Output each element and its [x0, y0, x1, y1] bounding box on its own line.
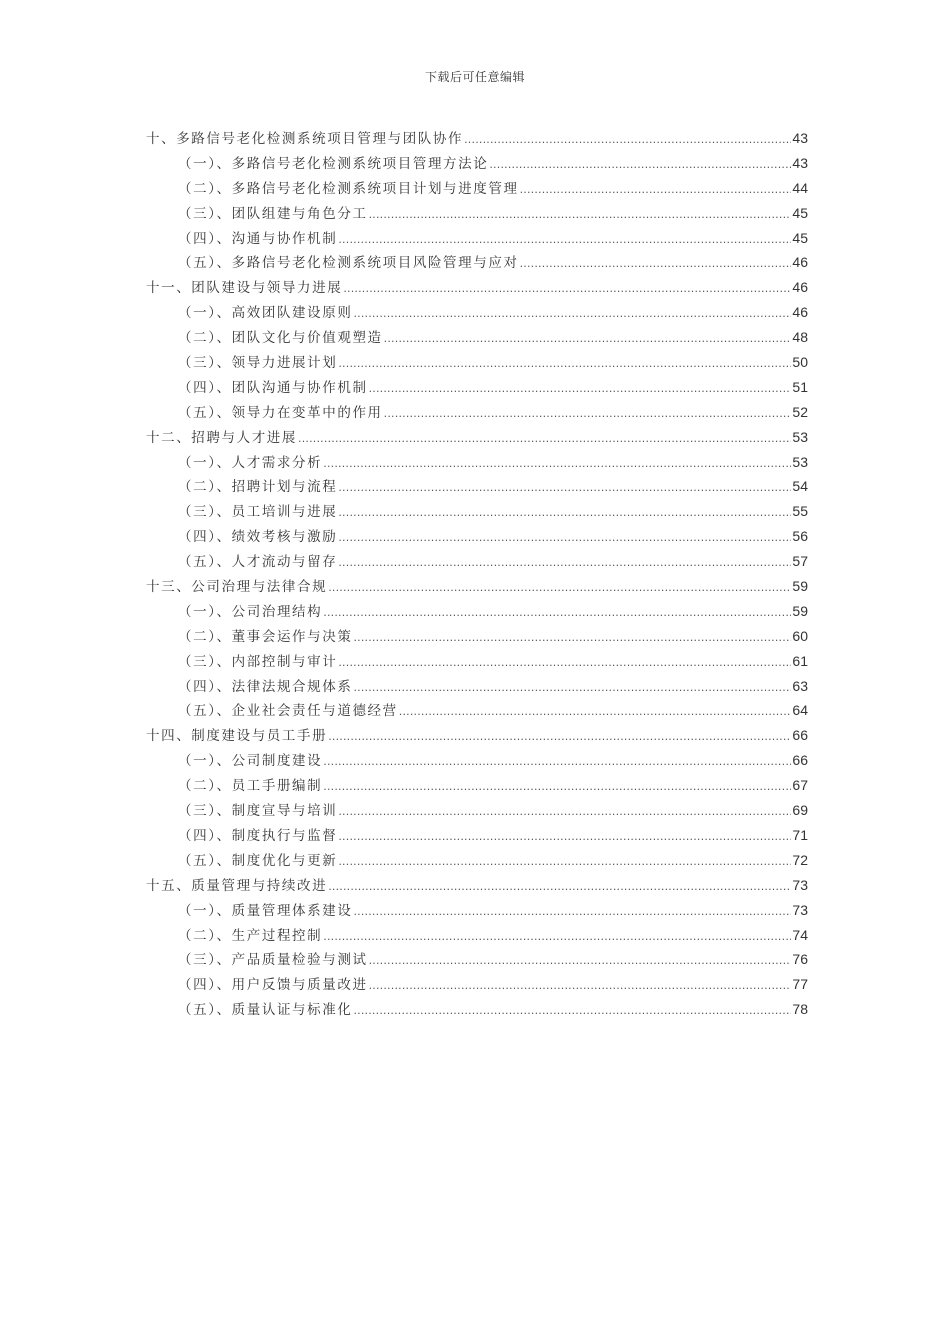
toc-section-entry[interactable] [146, 375, 808, 400]
toc-section-entry[interactable] [146, 947, 808, 972]
toc-dot-leader [338, 551, 791, 576]
toc-dot-leader [323, 775, 791, 800]
toc-entry-title: （五）、企业社会责任与道德经营 [178, 703, 398, 720]
toc-chapter-entry[interactable] [146, 425, 808, 450]
toc-entry-title: （二）、董事会运作与决策 [178, 628, 353, 645]
toc-dot-leader [338, 800, 791, 825]
toc-entry-title: （三）、领导力进展计划 [178, 355, 338, 372]
toc-entry-title: （二）、团队文化与价值观塑造 [178, 330, 383, 347]
toc-section-entry[interactable] [146, 624, 808, 649]
toc-dot-leader [369, 974, 792, 999]
toc-entry-title: （二）、招聘计划与流程 [178, 479, 338, 496]
toc-section-entry[interactable] [146, 201, 808, 226]
toc-page-number: 64 [792, 702, 808, 719]
toc-dot-leader [353, 626, 791, 651]
toc-page-number: 52 [792, 403, 808, 420]
toc-dot-leader [338, 526, 791, 551]
toc-section-entry[interactable] [146, 450, 808, 475]
toc-page-number: 55 [792, 503, 808, 520]
toc-entry-title: 十四、制度建设与员工手册 [146, 728, 328, 745]
toc-section-entry[interactable] [146, 674, 808, 699]
toc-page-number: 43 [792, 154, 808, 171]
toc-section-entry[interactable] [146, 400, 808, 425]
toc-page-number: 44 [792, 179, 808, 196]
toc-dot-leader [338, 501, 791, 526]
toc-dot-leader [520, 252, 792, 277]
toc-dot-leader [323, 452, 791, 477]
toc-page-number: 66 [792, 752, 808, 769]
toc-entry-title: （一）、质量管理体系建设 [178, 902, 353, 919]
toc-page-number: 71 [792, 826, 808, 843]
toc-dot-leader [323, 925, 791, 950]
toc-entry-title: （五）、制度优化与更新 [178, 852, 338, 869]
toc-page-number: 76 [792, 951, 808, 968]
toc-page-number: 45 [792, 204, 808, 221]
toc-page-number: 57 [792, 553, 808, 570]
toc-entry-title: （二）、生产过程控制 [178, 927, 323, 944]
toc-dot-leader [384, 327, 792, 352]
toc-page-number: 78 [792, 1001, 808, 1018]
toc-entry-title: （五）、多路信号老化检测系统项目风险管理与应对 [178, 255, 519, 272]
toc-section-entry[interactable] [146, 599, 808, 624]
toc-chapter-entry[interactable] [146, 275, 808, 300]
toc-entry-title: 十一、团队建设与领导力进展 [146, 280, 343, 297]
toc-chapter-entry[interactable] [146, 126, 808, 151]
toc-section-entry[interactable] [146, 923, 808, 948]
toc-chapter-entry[interactable] [146, 723, 808, 748]
toc-dot-leader [328, 875, 791, 900]
toc-page-number: 56 [792, 528, 808, 545]
toc-section-entry[interactable] [146, 773, 808, 798]
toc-entry-title: （二）、员工手册编制 [178, 778, 323, 795]
toc-page-number: 46 [792, 304, 808, 321]
header-note: 下载后可任意编辑 [424, 70, 525, 84]
toc-entry-title: 十、多路信号老化检测系统项目管理与团队协作 [146, 131, 464, 147]
toc-entry-title: （一）、多路信号老化检测系统项目管理方法论 [178, 155, 489, 172]
toc-section-entry[interactable] [146, 350, 808, 375]
toc-page-number: 77 [792, 976, 808, 993]
toc-section-entry[interactable] [146, 898, 808, 923]
toc-page-number: 67 [792, 777, 808, 794]
toc-dot-leader [328, 725, 791, 750]
toc-dot-leader [323, 601, 791, 626]
toc-dot-leader [489, 153, 791, 178]
toc-dot-leader [464, 128, 791, 153]
toc-page-number: 73 [792, 901, 808, 918]
toc-section-entry[interactable] [146, 524, 808, 549]
toc-page-number: 54 [792, 478, 808, 495]
toc-dot-leader [338, 476, 791, 501]
toc-section-entry[interactable] [146, 798, 808, 823]
toc-dot-leader [298, 427, 791, 452]
toc-dot-leader [520, 178, 792, 203]
toc-entry-title: （五）、人才流动与留存 [178, 554, 338, 571]
toc-entry-title: （四）、团队沟通与协作机制 [178, 379, 368, 396]
toc-page-number: 45 [792, 229, 808, 246]
toc-dot-leader [353, 900, 791, 925]
toc-dot-leader [338, 228, 791, 253]
toc-section-entry[interactable] [146, 997, 808, 1022]
toc-page-number: 63 [792, 677, 808, 694]
toc-entry-title: （三）、团队组建与角色分工 [178, 205, 368, 222]
toc-dot-leader [399, 700, 792, 725]
toc-section-entry[interactable] [146, 250, 808, 275]
toc-entry-title: （一）、公司制度建设 [178, 753, 323, 770]
toc-dot-leader [369, 203, 792, 228]
toc-page-number: 69 [792, 802, 808, 819]
toc-page-number: 43 [792, 130, 808, 146]
toc-dot-leader [353, 676, 791, 701]
toc-page-number: 66 [792, 727, 808, 744]
toc-dot-leader [328, 576, 791, 601]
toc-chapter-entry[interactable] [146, 574, 808, 599]
toc-dot-leader [384, 402, 792, 427]
toc-dot-leader [338, 850, 791, 875]
toc-page-number: 46 [792, 279, 808, 296]
toc-page-number: 74 [792, 926, 808, 943]
toc-section-entry[interactable] [146, 972, 808, 997]
toc-section-entry[interactable] [146, 649, 808, 674]
toc-dot-leader [353, 302, 791, 327]
toc-page-number: 48 [792, 329, 808, 346]
toc-page-number: 46 [792, 254, 808, 271]
toc-entry-title: 十二、招聘与人才进展 [146, 429, 297, 446]
toc-entry-title: （四）、绩效考核与激励 [178, 529, 338, 546]
toc-entry-title: （一）、人才需求分析 [178, 454, 323, 471]
toc-entry-title: （四）、法律法规合规体系 [178, 678, 353, 695]
toc-section-entry[interactable] [146, 474, 808, 499]
toc-dot-leader [338, 825, 791, 850]
toc-page-number: 61 [792, 652, 808, 669]
toc-section-entry[interactable] [146, 823, 808, 848]
toc-section-entry[interactable] [146, 226, 808, 251]
toc-dot-leader [343, 277, 791, 302]
toc-page-number: 51 [792, 378, 808, 395]
toc-entry-title: （三）、员工培训与进展 [178, 504, 338, 521]
toc-dot-leader [369, 377, 792, 402]
toc-page-number: 59 [792, 578, 808, 595]
toc-section-entry[interactable] [146, 499, 808, 524]
toc-entry-title: （五）、领导力在变革中的作用 [178, 404, 383, 421]
toc-section-entry[interactable] [146, 698, 808, 723]
toc-dot-leader [338, 352, 791, 377]
toc-page-number: 59 [792, 602, 808, 619]
toc-page-number: 72 [792, 851, 808, 868]
toc-dot-leader [353, 999, 791, 1024]
toc-page-number: 60 [792, 627, 808, 644]
toc-entry-title: （三）、内部控制与审计 [178, 653, 338, 670]
toc-section-entry[interactable] [146, 748, 808, 773]
toc-entry-title: （三）、产品质量检验与测试 [178, 952, 368, 969]
toc-section-entry[interactable] [146, 549, 808, 574]
toc-entry-title: （四）、制度执行与监督 [178, 827, 338, 844]
toc-page-number: 50 [792, 354, 808, 371]
toc-section-entry[interactable] [146, 151, 808, 176]
toc-entry-title: 十三、公司治理与法律合规 [146, 579, 328, 596]
toc-page-number: 53 [792, 453, 808, 470]
toc-page-number: 53 [792, 428, 808, 445]
toc-entry-title: （四）、用户反馈与质量改进 [178, 977, 368, 994]
toc-dot-leader [338, 651, 791, 676]
toc-entry-title: （三）、制度宣导与培训 [178, 803, 338, 820]
toc-entry-title: （一）、公司治理结构 [178, 603, 323, 620]
toc-section-entry[interactable] [146, 300, 808, 325]
table-of-contents [146, 126, 808, 1022]
toc-entry-title: （四）、沟通与协作机制 [178, 230, 338, 247]
toc-dot-leader [369, 949, 792, 974]
toc-entry-title: 十五、质量管理与持续改进 [146, 877, 328, 894]
toc-entry-title: （二）、多路信号老化检测系统项目计划与进度管理 [178, 180, 519, 197]
toc-section-entry[interactable] [146, 848, 808, 873]
toc-dot-leader [323, 750, 791, 775]
toc-page-number: 73 [792, 876, 808, 893]
toc-entry-title: （一）、高效团队建设原则 [178, 305, 353, 322]
toc-entry-title: （五）、质量认证与标准化 [178, 1002, 353, 1019]
toc-chapter-entry[interactable] [146, 873, 808, 898]
toc-section-entry[interactable] [146, 325, 808, 350]
toc-section-entry[interactable] [146, 176, 808, 201]
